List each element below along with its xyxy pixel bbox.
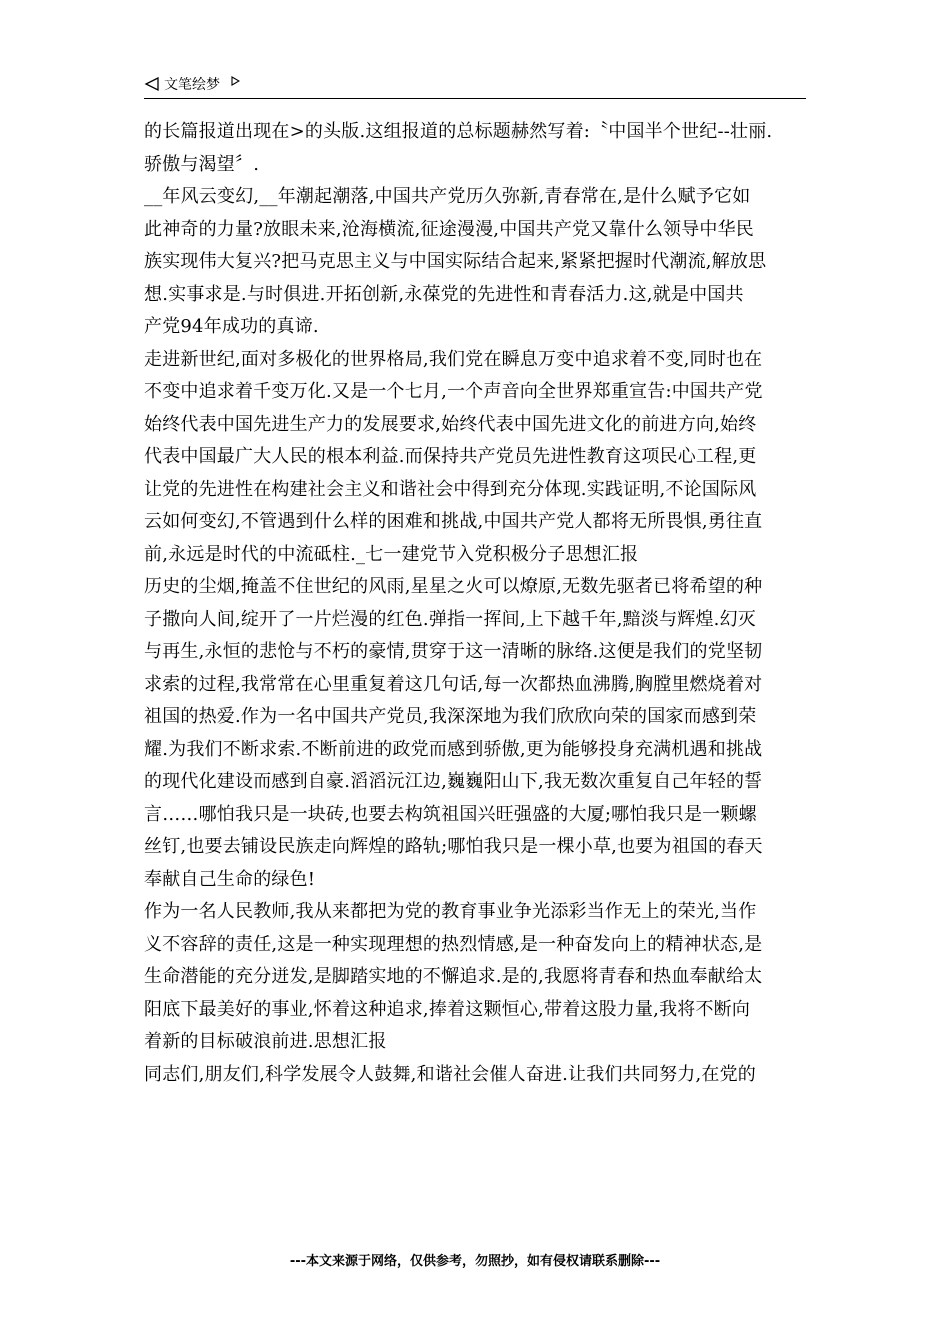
text-line: 代表中国最广大人民的根本利益.而保持共产党员先进性教育这项民心工程,更 (144, 446, 757, 467)
text-line: 族实现伟大复兴?把马克思主义与中国实际结合起来,紧紧把握时代潮流,解放思 (144, 251, 767, 272)
text-line: 历史的尘烟,掩盖不住世纪的风雨,星星之火可以燎原,无数先驱者已将希望的种 (144, 576, 763, 597)
text-line: 让党的先进性在构建社会主义和谐社会中得到充分体现.实践证明,不论国际风 (144, 478, 757, 500)
text-line: 前,永远是时代的中流砥柱._七一建党节入党积极分子思想汇报 (144, 543, 639, 565)
text-line: 产党94年成功的真谛. (144, 316, 319, 337)
triangle-left-icon (144, 76, 160, 92)
text-line: 此神奇的力量?放眼未来,沧海横流,征途漫漫,中国共产党又靠什么领导中华民 (144, 218, 755, 240)
text-line: 走进新世纪,面对多极化的世界格局,我们党在瞬息万变中追求着不变,同时也在 (144, 348, 763, 370)
text-line: 阳底下最美好的事业,怀着这种追求,捧着这颗恒心,带着这股力量,我将不断向 (144, 998, 751, 1020)
text-line: 同志们,朋友们,科学发展令人鼓舞,和谐社会催人奋进.让我们共同努力,在党的 (144, 1063, 757, 1085)
text-line: 始终代表中国先进生产力的发展要求,始终代表中国先进文化的前进方向,始终 (144, 413, 757, 435)
text-line: 着新的目标破浪前进.思想汇报 (144, 1031, 387, 1052)
text-line: 子撒向人间,绽开了一片烂漫的红色.弹指一挥间,上下越千年,黯淡与辉煌.幻灭 (144, 608, 757, 630)
text-line: 言……哪怕我只是一块砖,也要去构筑祖国兴旺强盛的大厦;哪怕我只是一颗螺 (144, 803, 757, 825)
text-line: 生命潜能的充分迸发,是脚踏实地的不懈追求.是的,我愿将青春和热血奉献给太 (144, 966, 763, 987)
text-line: 祖国的热爱.作为一名中国共产党员,我深深地为我们欣欣向荣的国家而感到荣 (144, 706, 757, 727)
header-title: 文笔绘梦 (164, 77, 220, 93)
text-line: __年风云变幻,__年潮起潮落,中国共产党历久弥新,青春常在,是什么赋予它如 (144, 186, 751, 207)
text-line: 耀.为我们不断求索.不断前进的政党而感到骄傲,更为能够投身充满机遇和挑战 (144, 738, 763, 760)
header-divider (144, 98, 806, 99)
text-line: 不变中追求着千变万化.又是一个七月,一个声音向全世界郑重宣告:中国共产党 (144, 381, 763, 402)
text-line: 的现代化建设而感到自豪.滔滔沅江边,巍巍阳山下,我无数次重复自己年轻的誓 (144, 771, 763, 792)
page-header (144, 72, 240, 96)
text-line: 作为一名人民教师,我从来都把为党的教育事业争光添彩当作无上的荣光,当作 (144, 901, 757, 922)
text-line: 义不容辞的责任,这是一种实现理想的热烈情感,是一种奋发向上的精神状态,是 (144, 933, 763, 955)
text-line: 云如何变幻,不管遇到什么样的困难和挑战,中国共产党人都将无所畏惧,勇往直 (144, 511, 763, 532)
text-line: 想.实事求是.与时俱进.开拓创新,永葆党的先进性和青春活力.这,就是中国共 (144, 283, 744, 305)
document-body (144, 116, 806, 1091)
text-line: 骄傲与渴望〞. (144, 153, 260, 175)
text-line: 丝钉,也要去铺设民族走向辉煌的路轨;哪怕我只是一棵小草,也要为祖国的春天 (144, 836, 763, 857)
footer-notice: ---本文来源于网络，仅供参考，勿照抄，如有侵权请联系删除--- (289, 1254, 661, 1269)
triangle-right-icon (230, 76, 240, 86)
text-line: 求索的过程,我常常在心里重复着这几句话,每一次都热血沸腾,胸膛里燃烧着对 (144, 673, 763, 695)
text-line: 的长篇报道出现在>的头版.这组报道的总标题赫然写着:〝中国半个世纪--壮丽. (144, 121, 773, 142)
text-line: 奉献自己生命的绿色! (144, 868, 316, 890)
text-line: 与再生,永恒的悲怆与不朽的豪情,贯穿于这一清晰的脉络.这便是我们的党坚韧 (144, 641, 763, 662)
